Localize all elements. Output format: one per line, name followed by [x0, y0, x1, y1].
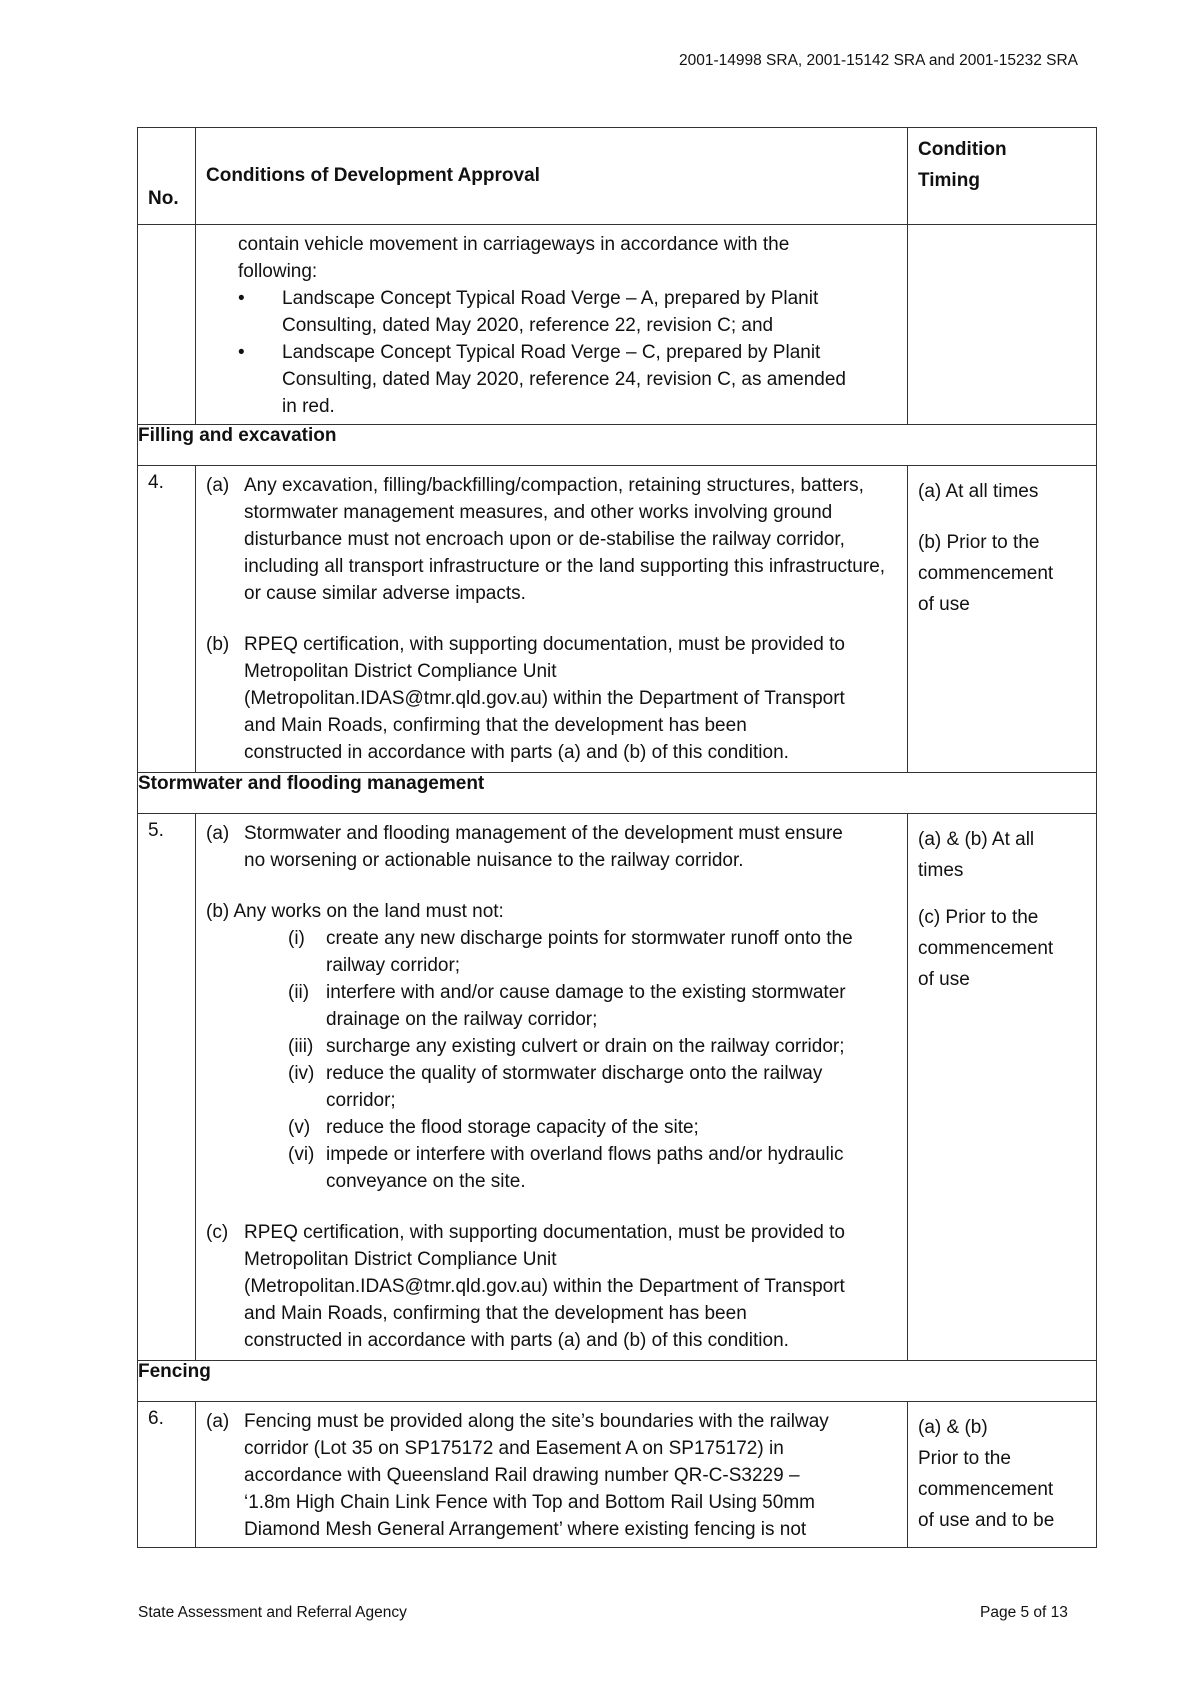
bullet-item: • Landscape Concept Typical Road Verge – A, prepared by Planit Consulting, dated May 2020, reference 22, revision C; and — [238, 285, 907, 339]
condition-part-a: (a) Any excavation, filling/backfilling/compaction, retaining structures, batters, stormwater management measures, and other works involving ground disturbance must not encroach upon or de-stabilise the railway corridor, including all transport infrastructure or the land supporting this infrastructure, or cause similar adverse impacts. — [206, 475, 886, 604]
section-heading-row — [138, 1361, 1097, 1402]
condition-timing: (a) & (b) At all times (c) Prior to the commencement of use — [908, 814, 1097, 1361]
condition-number: 6. — [138, 1402, 196, 1548]
continued-condition-text: contain vehicle movement in carriageways in accordance with the following: • Landscape Concept Typical Road Verge – A, prepared by Planit Consulting, dated May 2020, reference 22, revision C; and • Landscape Concept Typical Road Verge – C, prepared by Planit Consulting, dated May 2020, reference 24, revision C, as amended in red. — [196, 225, 908, 425]
column-header-conditions: Conditions of Development Approval — [196, 128, 908, 225]
column-header-timing: Condition Timing — [908, 128, 1097, 225]
bullet-icon: • — [238, 342, 245, 363]
table-row-condition-6 — [138, 1402, 1097, 1548]
section-heading-row — [138, 425, 1097, 466]
table-row-condition-4 — [138, 466, 1097, 773]
bullet-item: • Landscape Concept Typical Road Verge – C, prepared by Planit Consulting, dated May 2020, reference 24, revision C, as amended in red. — [238, 339, 907, 420]
condition-text — [196, 466, 908, 773]
condition-part-c: (c) RPEQ certification, with supporting documentation, must be provided to Metropolitan District Compliance Unit (Metropolitan.IDAS@tmr.qld.gov.au) within the Department of Transport and Main Roads, confirming that the development has been constructed in accordance with parts (a) and (b) of this condition. — [206, 1222, 845, 1351]
section-heading-stormwater: Stormwater and flooding management — [138, 773, 1097, 814]
condition-text — [196, 814, 908, 1361]
section-heading-row — [138, 773, 1097, 814]
sub-item: (v) reduce the flood storage capacity of the site; — [288, 1117, 699, 1138]
condition-timing: (a) At all times (b) Prior to the commencement of use — [908, 466, 1097, 773]
section-heading-filling: Filling and excavation — [138, 425, 1097, 466]
footer-agency: State Assessment and Referral Agency — [138, 1604, 407, 1621]
sub-item: (i) create any new discharge points for stormwater runoff onto the railway corridor; — [288, 928, 853, 976]
table-row-condition-5 — [138, 814, 1097, 1361]
sub-item: (vi) impede or interfere with overland flows paths and/or hydraulic conveyance on the site. — [288, 1144, 844, 1192]
condition-part-b: (b) RPEQ certification, with supporting documentation, must be provided to Metropolitan District Compliance Unit (Metropolitan.IDAS@tmr.qld.gov.au) within the Department of Transport and Main Roads, confirming that the development has been constructed in accordance with parts (a) and (b) of this condition. — [206, 634, 845, 763]
condition-part-b: (b) Any works on the land must not: — [206, 901, 504, 922]
condition-part-a: (a) Fencing must be provided along the site’s boundaries with the railway corridor (Lot 35 on SP175172 and Easement A on SP175172) in accordance with Queensland Rail drawing number QR-C-S3229 – ‘1.8m High Chain Link Fence with Top and Bottom Rail Using 50mm Diamond Mesh General Arrangement’ where existing fencing is not — [206, 1411, 829, 1540]
condition-text — [196, 1402, 908, 1548]
condition-number: 5. — [138, 814, 196, 1361]
sub-item: (iii) surcharge any existing culvert or drain on the railway corridor; — [288, 1036, 845, 1057]
sub-item: (iv) reduce the quality of stormwater discharge onto the railway corridor; — [288, 1063, 823, 1111]
column-header-no: No. — [138, 128, 196, 225]
bullet-icon: • — [238, 288, 245, 309]
table-header-row — [138, 128, 1097, 225]
condition-number: 4. — [138, 466, 196, 773]
section-heading-fencing: Fencing — [138, 1361, 1097, 1402]
sub-item: (ii) interfere with and/or cause damage to the existing stormwater drainage on the railway corridor; — [288, 982, 846, 1030]
footer-page-number: Page 5 of 13 — [980, 1604, 1068, 1621]
condition-timing: (a) & (b) Prior to the commencement of use and to be — [908, 1402, 1097, 1548]
condition-part-a: (a) Stormwater and flooding management of the development must ensure no worsening or actionable nuisance to the railway corridor. — [206, 823, 843, 871]
table-row-continued — [138, 225, 1097, 425]
conditions-table — [137, 127, 1097, 1548]
document-reference: 2001-14998 SRA, 2001-15142 SRA and 2001-15232 SRA — [679, 52, 1078, 69]
